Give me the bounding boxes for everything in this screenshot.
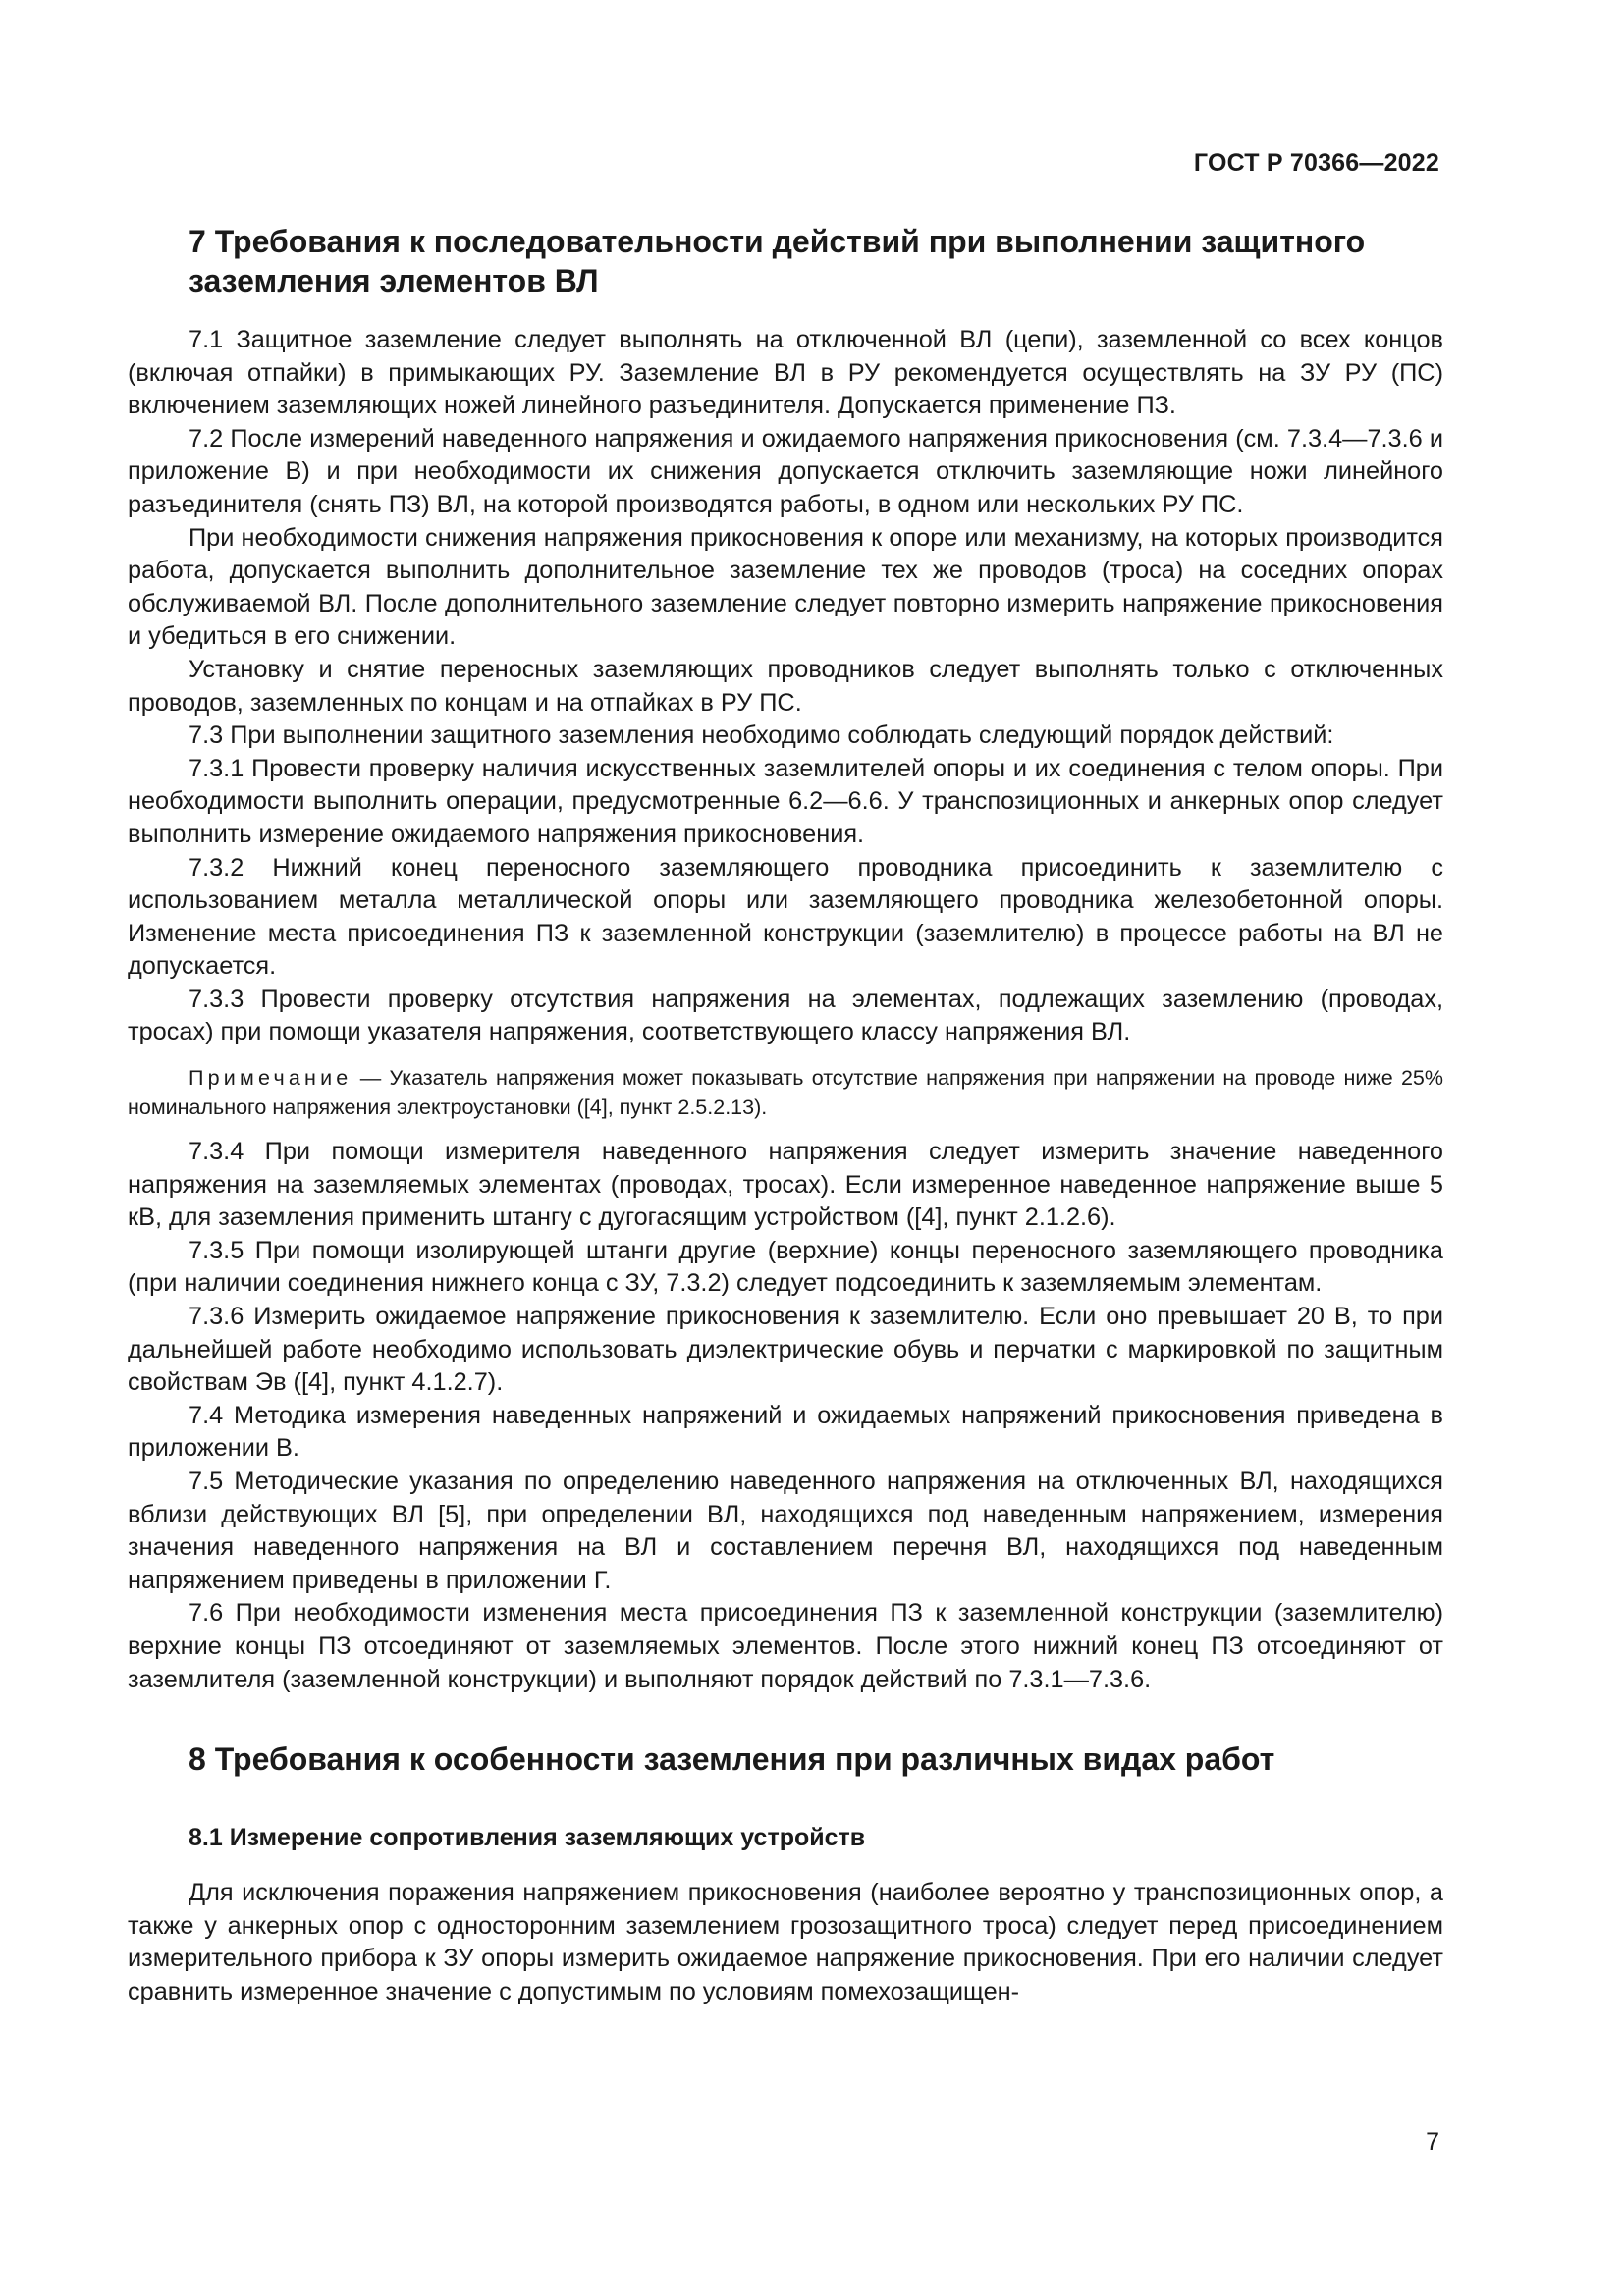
paragraph-7-3: 7.3 При выполнении защитного заземления необходимо соблюдать следующий порядок действий:: [189, 721, 1334, 750]
paragraph-7-2: 7.2 После измерений наведенного напряжения и ожидаемого напряжения прикосновения (см. 7.3.4—7.3.6 и приложение В) и при необходимости их снижения допускается отключить заземляющие ножи линейного разъединителя (снять ПЗ) ВЛ, на которой производятся работы, в одном или нескольких РУ ПС.: [128, 424, 1443, 518]
paragraph-7-1: 7.1 Защитное заземление следует выполнять на отключенной ВЛ (цепи), заземленной со всех концов (включая отпайки) в примыкающих РУ. Заземление ВЛ в РУ рекомендуется осуществлять на ЗУ РУ (ПС) включением заземляющих ножей линейного разъединителя. Допускается применение ПЗ.: [128, 326, 1443, 420]
section-8-title: 8 Требования к особенности заземления при различных видах работ: [189, 1741, 1275, 1778]
paragraph-7-3-3: 7.3.3 Провести проверку отсутствия напряжения на элементах, подлежащих заземлению (проводах, тросах) при помощи указателя напряжения, соответствующего классу напряжения ВЛ.: [128, 985, 1443, 1046]
subsection-8-1-title: 8.1 Измерение сопротивления заземляющих устройств: [189, 1824, 866, 1852]
section-7-title: 7 Требования к последовательности действий при выполнении защитного заземления элементов ВЛ: [189, 224, 1366, 298]
page-number: 7: [1426, 2128, 1439, 2156]
paragraph-7-4: 7.4 Методика измерения наведенных напряжений и ожидаемых напряжений прикосновения приведена в приложении В.: [128, 1401, 1443, 1463]
paragraph-7-2-a: При необходимости снижения напряжения прикосновения к опоре или механизму, на которых производится работа, допускается выполнить дополнительное заземление тех же проводов (троса) на соседних опорах обслуживаемой ВЛ. После дополнительного заземление следует повторно измерить напряжение прикосновения и убедиться в его снижении.: [128, 523, 1443, 651]
paragraph-7-3-4: 7.3.4 При помощи измерителя наведенного напряжения следует измерить значение наведенного напряжения на заземляемых элементах (проводах, тросах). Если измеренное наведенное напряжение выше 5 кВ, для заземления применить штангу с дугогасящим устройством ([4], пункт 2.1.2.6).: [128, 1138, 1443, 1232]
paragraph-7-3-6: 7.3.6 Измерить ожидаемое напряжение прикосновения к заземлителю. Если оно превышает 20 В, то при дальнейшей работе необходимо использовать диэлектрические обувь и перчатки с маркировкой по защитным свойствам Эв ([4], пункт 4.1.2.7).: [128, 1303, 1443, 1397]
paragraph-7-3-1: 7.3.1 Провести проверку наличия искусственных заземлителей опоры и их соединения с телом опоры. При необходимости выполнить операции, предусмотренные 6.2—6.6. У транспозиционных и анкерных опор следует выполнить измерение ожидаемого напряжения прикосновения.: [128, 754, 1443, 848]
note: [128, 1063, 1443, 1122]
paragraph-7-5: 7.5 Методические указания по определению наведенного напряжения на отключенных ВЛ, находящихся вблизи действующих ВЛ [5], при определении ВЛ, находящихся под наведенным напряжением, измерения значения наведенного напряжения на ВЛ и составлением перечня ВЛ, находящихся под наведенным напряжением приведены в приложении Г.: [128, 1468, 1443, 1594]
document-header-id: ГОСТ Р 70366—2022: [1193, 149, 1439, 177]
paragraph-7-2-b: Установку и снятие переносных заземляющих проводников следует выполнять только с отключенных проводов, заземленных по концам и на отпайках в РУ ПС.: [128, 655, 1443, 717]
document-body: [128, 222, 1443, 2009]
paragraph-7-6: 7.6 При необходимости изменения места присоединения ПЗ к заземленной конструкции (заземлителю) верхние концы ПЗ отсоединяют от заземляемых элементов. После этого нижний конец ПЗ отсоединяют от заземлителя (заземленной конструкции) и выполняют порядок действий по 7.3.1—7.3.6.: [128, 1599, 1443, 1693]
paragraph-8-1: Для исключения поражения напряжением прикосновения (наиболее вероятно у транспозиционных опор, а также у анкерных опор с односторонним заземлением грозозащитного троса) следует перед присоединением измерительного прибора к ЗУ опоры измерить ожидаемое напряжение прикосновения. При его наличии следует сравнить измеренное значение с допустимым по условиям помехозащищен-: [128, 1879, 1443, 2005]
note-label: Примечание: [189, 1066, 352, 1091]
note-text: — Указатель напряжения может показывать отсутствие напряжения при напряжении на проводе ниже 25% номинального напряжения электроустановки ([4], пункт 2.5.2.13).: [128, 1066, 1443, 1120]
paragraph-7-3-5: 7.3.5 При помощи изолирующей штанги другие (верхние) концы переносного заземляющего проводника (при наличии соединения нижнего конца с ЗУ, 7.3.2) следует подсоединить к заземляемым элементам.: [128, 1236, 1443, 1298]
paragraph-7-3-2: 7.3.2 Нижний конец переносного заземляющего проводника присоединить к заземлителю с использованием металла металлической опоры или заземляющего проводника железобетонной опоры. Изменение места присоединения ПЗ к заземленной конструкции (заземлителю) в процессе работы на ВЛ не допускается.: [128, 853, 1443, 981]
